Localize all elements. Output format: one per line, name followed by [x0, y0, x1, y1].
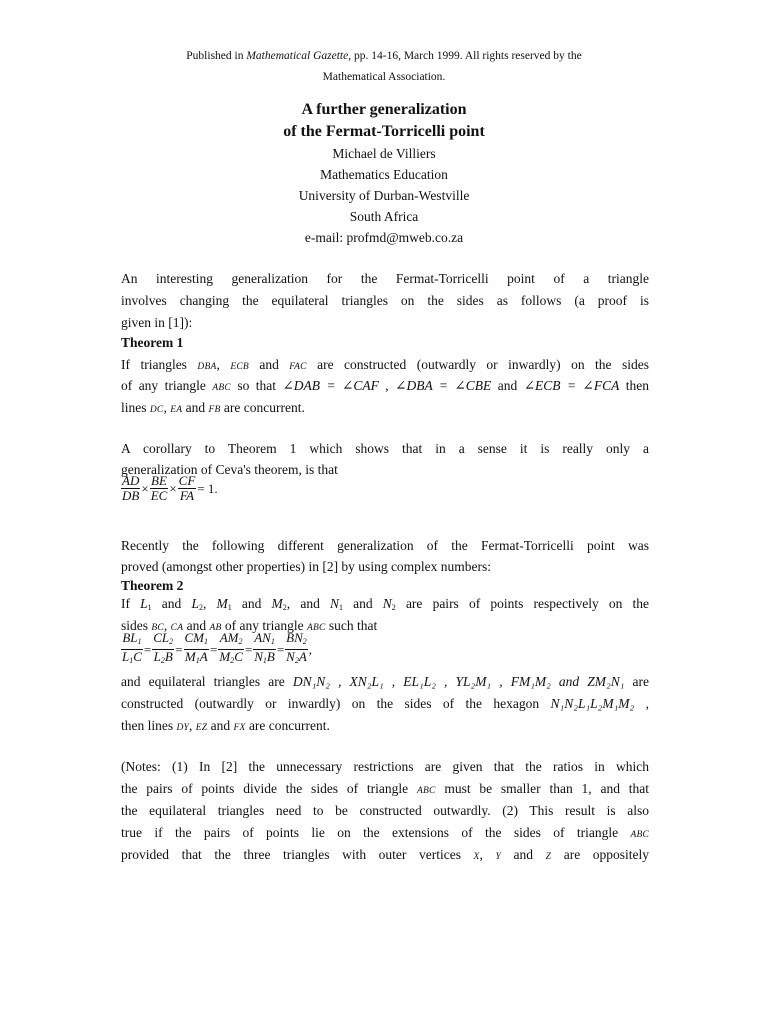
publication-note-line2: Mathematical Association. — [322, 71, 446, 83]
angle-condition-1: ∠DAB = ∠CAF — [282, 378, 379, 393]
theorem-2-heading: Theorem 2 — [121, 578, 184, 593]
line-dc: DC — [149, 405, 164, 415]
author-email[interactable]: e-mail: profmd@mweb.co.za — [304, 230, 464, 245]
equilateral-triangle-list: DN₁N₂ , XN₂L₁ , EL₁L₂ , YL₂M₁ , FM₁M₂ and ZM₂N₁ — [292, 674, 625, 689]
line-fb: FB — [208, 405, 221, 415]
pub-suffix: , pp. 14-16, March 1999. All rights reserved by the — [348, 50, 582, 62]
intro-line-1: An interesting generalization for the Fermat-Torricelli point of a triangle — [121, 271, 649, 286]
corollary-line-1: A corollary to Theorem 1 which shows that in a sense it is really only a — [121, 441, 649, 456]
angle-condition-2: ∠DBA = ∠CBE — [395, 378, 492, 393]
intro-line-3: given in [1]): — [121, 315, 193, 330]
pub-prefix: Published in — [186, 50, 247, 62]
ratio-equation: $\frac{BL_1}{L_1C}$ = $\frac{CL_2}{L_2B}$ = $\frac{CM_1}{M_1A}$ = $\frac{AM_2}{M_2C}$ = $\frac{AN_1}{N_1B}$ = $\frac{BN_2}{N_2A}$ , — [121, 631, 313, 668]
theorem-2-line-3: and equilateral triangles are DN₁N₂ , XN₂L₁ , EL₁L₂ , YL₂M₁ , FM₁M₂ and ZM₂N₁ are — [121, 674, 649, 689]
fraction-cf-fa: $\frac{CF}{FA}$ — [178, 473, 196, 503]
fraction-be-ec: $\frac{BE}{EC}$ — [150, 473, 168, 503]
ratio-fraction: $\frac{CM_1}{M_1A}$ — [184, 630, 208, 665]
recent-line-1: Recently the following different generalization of the Fermat-Torricelli point was — [121, 538, 649, 553]
theorem-1-line-1: If triangles DBA, ECB and FAC are constructed (outwardly or inwardly) on the sides — [121, 357, 649, 372]
line-ea: EA — [170, 405, 183, 415]
ratio-fraction: $\frac{BN_2}{N_2A}$ — [286, 630, 307, 665]
intro-line-2: involves changing the equilateral triangles on the sides as follows (a proof is — [121, 293, 649, 308]
author-name: Michael de Villiers — [332, 146, 436, 161]
corollary-line-2: generalization of Ceva's theorem, is that — [121, 462, 338, 477]
angle-condition-3: ∠ECB = ∠FCA — [523, 378, 620, 393]
notes-line-1: (Notes: (1) In [2] the unnecessary restrictions are given that the ratios in which — [121, 759, 649, 774]
ratio-fraction: $\frac{CL_2}{L_2B}$ — [153, 630, 174, 665]
theorem-1-line-3: lines DC, EA and FB are concurrent. — [121, 400, 305, 415]
theorem-2-line-4: constructed (outwardly or inwardly) on the sides of the hexagon N₁N₂L₁L₂M₁M₂ , — [121, 696, 649, 711]
triangle-dba: DBA — [197, 362, 217, 372]
recent-line-2: proved (amongst other properties) in [2] by using complex numbers: — [121, 559, 492, 574]
fraction-ad-db: $\frac{AD}{DB}$ — [122, 473, 140, 503]
theorem-2-line-5: then lines DY, EZ and FX are concurrent. — [121, 718, 330, 733]
title-line-1: A further generalization — [301, 101, 467, 118]
author-university: University of Durban-Westville — [298, 188, 470, 203]
triangle-ecb: ECB — [230, 362, 249, 372]
theorem-2-line-1: If $L_1$ and $L_2$, $M_1$ and $M_2$, and $N_1$ and $N_2$ are pairs of points respectively on the — [121, 596, 650, 612]
journal-name: Mathematical Gazette — [246, 50, 349, 62]
triangle-abc: ABC — [212, 383, 231, 393]
theorem-1-line-2: of any triangle ABC so that ∠DAB = ∠CAF , ∠DBA = ∠CBE and ∠ECB = ∠FCA then — [121, 378, 650, 393]
theorem-2-line-2: sides BC, CA and AB of any triangle ABC such that — [121, 618, 378, 633]
ratio-fraction: $\frac{AN_1}{N_1B}$ — [254, 630, 275, 665]
ceva-equation: $\frac{AD}{DB}$ × $\frac{BE}{EC}$ × $\frac{CF}{FA}$ = 1. — [122, 473, 218, 503]
notes-line-3: the equilateral triangles need to be constructed outwardly. (2) This result is also — [121, 803, 649, 818]
notes-line-5: provided that the three triangles with outer vertices X, Y and Z are oppositely — [121, 847, 650, 862]
ratio-fraction: $\frac{AM_2}{M_2C}$ — [219, 630, 243, 665]
ratio-fraction: $\frac{BL_1}{L_1C}$ — [122, 630, 142, 665]
title-line-2: of the Fermat-Torricelli point — [283, 123, 485, 140]
publication-note — [0, 50, 768, 62]
hexagon-name: N₁N₂L₁L₂M₁M₂ — [550, 696, 635, 711]
notes-line-2: the pairs of points divide the sides of triangle ABC must be smaller than 1, and that — [121, 781, 649, 796]
triangle-fac: FAC — [289, 362, 307, 372]
theorem-1-heading: Theorem 1 — [121, 335, 184, 350]
author-country: South Africa — [349, 209, 419, 224]
author-department: Mathematics Education — [320, 167, 448, 182]
notes-line-4: true if the pairs of points lie on the extensions of the sides of triangle ABC — [121, 825, 649, 840]
